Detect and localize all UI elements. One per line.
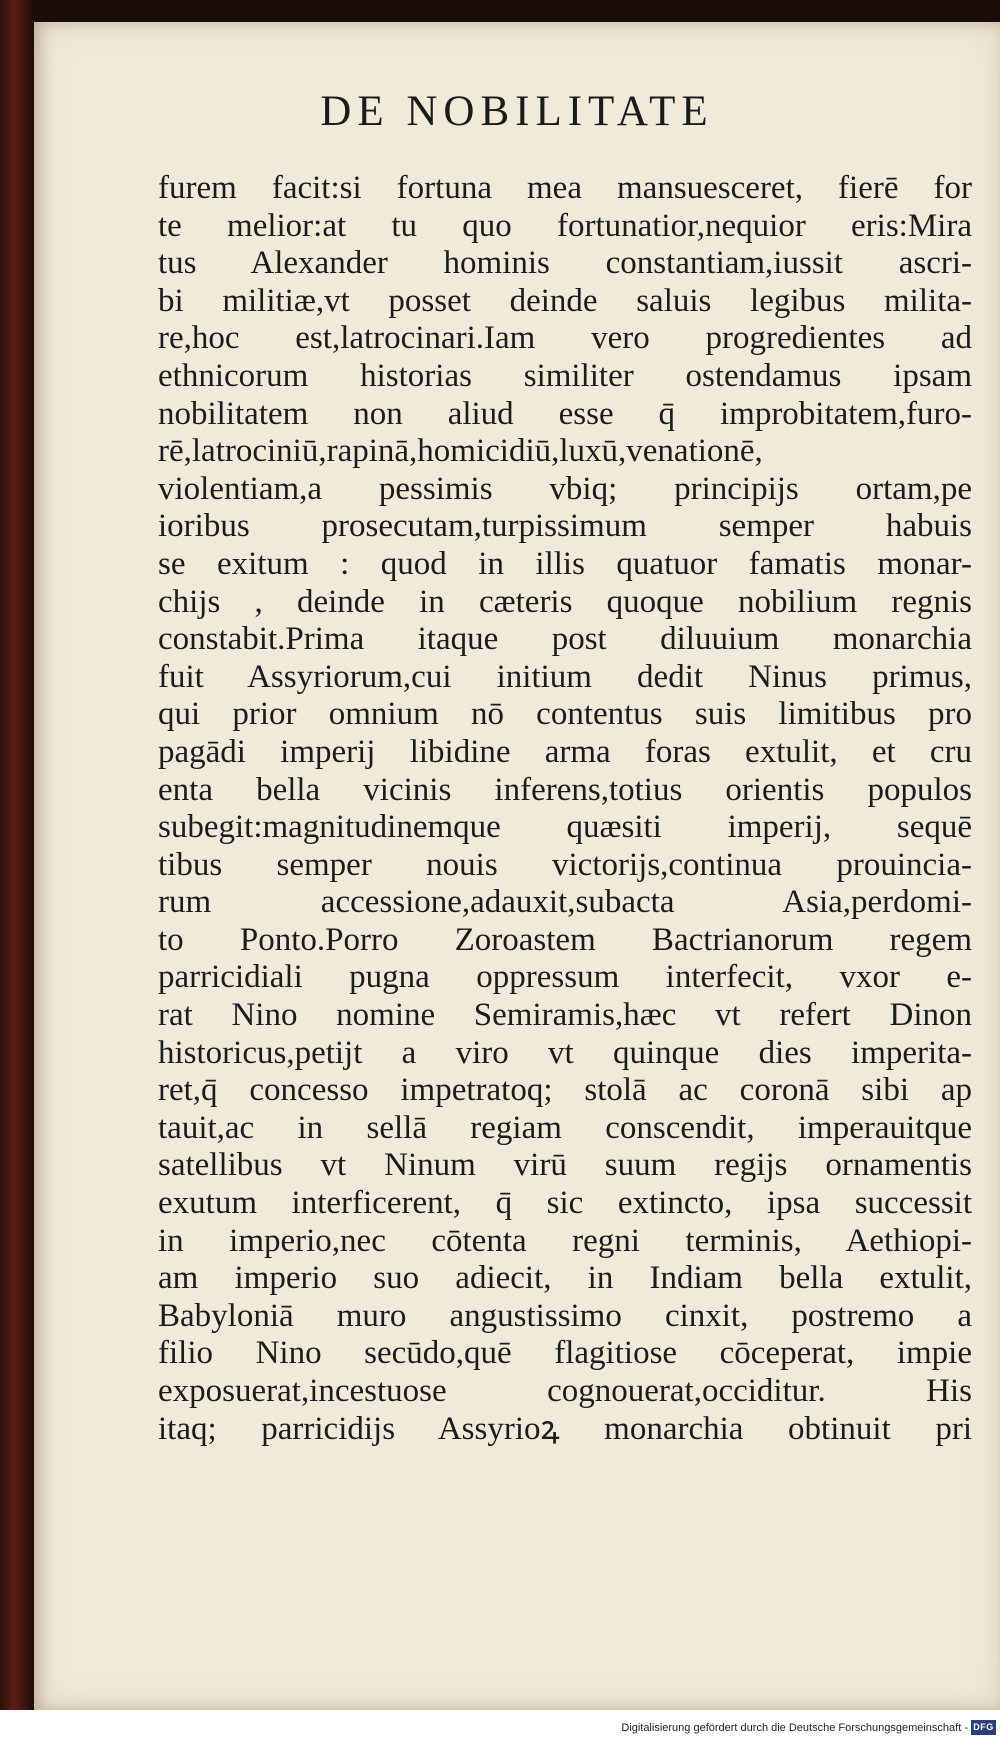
text-line: ethnicorum historias similiter ostendamus ipsam [158,357,972,394]
text-line: Babyloniā muro angustissimo cinxit, postremo a [158,1297,972,1334]
text-line: filio Nino secūdo,quē flagitiose cōceperat, impie [158,1335,972,1372]
text-line: enta bella vicinis inferens,totius orientis populos [158,771,972,808]
text-line: parricidiali pugna oppressum interfecit, vxor e- [158,959,972,996]
text-line: te melior:at tu quo fortunatior,nequior eris:Mira [158,207,972,244]
text-line: tauit,ac in sellā regiam conscendit, imperauitque [158,1109,972,1146]
text-line: ret,q̄ concesso impetratoq; stolā ac coronā sibi ap [158,1072,972,1109]
text-line: bi militiæ,vt posset deinde saluis legibus milita- [158,282,972,319]
text-line: furem facit:si fortuna mea mansuesceret, fierē for [158,170,972,206]
text-line: historicus,petijt a viro vt quinque dies imperita- [158,1034,972,1071]
text-line: exutum interficerent, q̄ sic extincto, ipsa successit [158,1185,972,1222]
text-line: tus Alexander hominis constantiam,iussit ascri- [158,245,972,282]
text-line: satellibus vt Ninum virū suum regijs ornamentis [158,1147,972,1184]
text-line: am imperio suo adiecit, in Indiam bella extulit, [158,1260,972,1297]
text-line: qui prior omnium nō contentus suis limitibus pro [158,696,972,733]
text-line: itaq; parricidijs Assyrioꝝ monarchia obtinuit pri [158,1410,972,1447]
text-line: re,hoc est,latrocinari.Iam vero progredientes ad [158,320,972,357]
text-line: rē,latrociniū,rapinā,homicidiū,luxū,venationē, [158,433,763,470]
text-line: ioribus prosecutam,turpissimum semper habuis [158,508,972,545]
text-line: violentiam,a pessimis vbiq; principijs ortam,pe [158,470,972,507]
text-line: constabit.Prima itaque post diluuium monarchia [158,621,972,658]
text-line: nobilitatem non aliud esse q̄ improbitatem,furo- [158,395,972,432]
text-line: rum accessione,adauxit,subacta Asia,perdomi- [158,884,972,921]
text-line: in imperio,nec cōtenta regni terminis, Aethiopi- [158,1222,972,1259]
book-page [34,22,1000,1712]
digitization-footer [0,1710,1000,1750]
funding-note: Digitalisierung gefördert durch die Deutsche Forschungsgemeinschaft - [621,1722,968,1734]
text-line: fuit Assyriorum,cui initium dedit Ninus primus, [158,658,972,695]
body-text [158,170,972,1448]
dfg-logo-icon: DFG [971,1720,996,1735]
text-line: chijs , deinde in cæteris quoque nobilium regnis [158,583,972,620]
text-line: subegit:magnitudinemque quæsiti imperij, sequē [158,809,972,846]
text-line: tibus semper nouis victorijs,continua prouincia- [158,846,972,883]
text-line: rat Nino nomine Semiramis,hæc vt refert Dinon [158,997,972,1034]
page-header: DE NOBILITATE [320,88,714,135]
text-line: to Ponto.Porro Zoroastem Bactrianorum regem [158,921,972,958]
book-spine-edge [0,0,34,1750]
text-line: pagādi imperij libidine arma foras extulit, et cru [158,733,972,770]
text-line: exposuerat,incestuose cognouerat,occiditur. His [158,1373,972,1409]
text-line: se exitum : quod in illis quatuor famatis monar- [158,545,972,582]
